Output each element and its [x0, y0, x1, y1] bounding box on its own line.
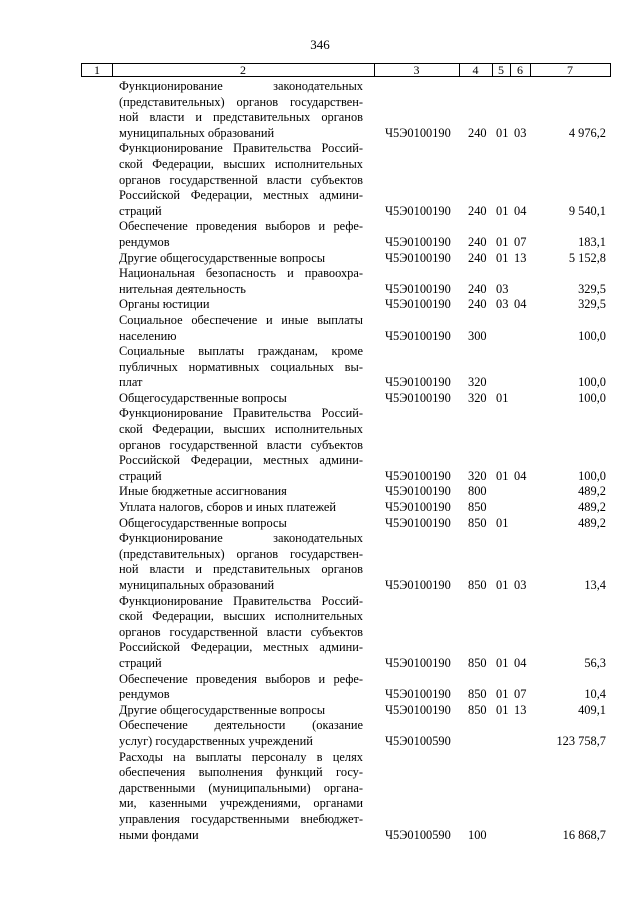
- header-col-4: 4: [472, 63, 479, 77]
- table-row: [0, 531, 640, 593]
- target-code: Ч5Э0100190: [385, 500, 451, 515]
- row-description: [119, 79, 363, 141]
- row-description: [119, 500, 363, 516]
- expense-type: 850: [468, 515, 487, 530]
- description-line: Российской Федерации, местных админи-: [119, 453, 363, 468]
- target-code: Ч5Э0100190: [385, 468, 451, 483]
- description-line: Обеспечение проведения выборов и рефе-: [119, 671, 363, 686]
- amount: 100,0: [578, 375, 606, 390]
- table-row: [0, 516, 640, 532]
- amount: 13,4: [584, 578, 606, 592]
- amount: 489,2: [578, 515, 606, 530]
- description-line: Общегосударственные вопросы: [119, 390, 287, 405]
- amount: 100,0: [578, 468, 606, 483]
- table-row: [0, 297, 640, 313]
- table-row: [0, 251, 640, 267]
- expense-type: 320: [468, 375, 487, 390]
- table-row: [0, 219, 640, 250]
- target-code: Ч5Э0100190: [385, 702, 451, 717]
- subsection-code: 13: [514, 250, 527, 265]
- amount: 329,5: [578, 297, 606, 312]
- description-line: органов государственной власти субъектов: [119, 624, 363, 639]
- description-line: публичных нормативных социальных вы-: [119, 359, 363, 374]
- expense-type: 240: [468, 250, 487, 265]
- description-line: муниципальных образований: [119, 125, 275, 140]
- section-code: 01: [496, 578, 509, 592]
- description-line: ной власти и представительных органов: [119, 110, 363, 125]
- subsection-code: 13: [514, 702, 527, 717]
- row-description: [119, 141, 363, 219]
- description-line: Другие общегосударственные вопросы: [119, 702, 326, 717]
- expense-type: 240: [468, 234, 487, 249]
- description-line: Обеспечение деятельности (оказание: [119, 718, 363, 733]
- section-code: 01: [496, 125, 509, 140]
- row-description: [119, 297, 363, 313]
- amount: 100,0: [578, 390, 606, 405]
- description-line: ной власти и представительных органов: [119, 562, 363, 577]
- page-number: 346: [310, 37, 330, 52]
- target-code: Ч5Э0100590: [385, 827, 451, 842]
- table-row: [0, 266, 640, 297]
- expense-type: 850: [468, 655, 487, 670]
- expense-type: 800: [468, 484, 487, 499]
- row-description: [119, 594, 363, 672]
- description-line: Функционирование законодательных: [119, 79, 363, 93]
- table-row: [0, 313, 640, 344]
- row-description: [119, 718, 363, 749]
- target-code: Ч5Э0100190: [385, 250, 451, 265]
- table-header: [81, 63, 611, 77]
- description-line: страций: [119, 655, 162, 670]
- description-line: Социальное обеспечение и иные выплаты: [119, 312, 363, 327]
- row-description: [119, 391, 363, 407]
- description-line: Уплата налогов, сборов и иных платежей: [119, 500, 337, 515]
- target-code: Ч5Э0100190: [385, 484, 451, 499]
- description-line: Функционирование Правительства Россий-: [119, 593, 363, 608]
- amount: 4 976,2: [568, 125, 606, 140]
- description-line: Иные бюджетные ассигнования: [119, 484, 287, 499]
- table-body: [0, 79, 640, 843]
- description-line: страций: [119, 203, 162, 218]
- subsection-code: 07: [514, 234, 527, 249]
- expense-type: 850: [468, 702, 487, 717]
- section-code: 03: [496, 281, 509, 296]
- section-code: 01: [496, 203, 509, 218]
- header-col-5: 5: [498, 63, 504, 77]
- amount: 329,5: [578, 281, 606, 296]
- table-row: [0, 718, 640, 749]
- table-row: [0, 391, 640, 407]
- description-line: Органы юстиции: [119, 297, 210, 312]
- amount: 409,1: [578, 702, 606, 717]
- expense-type: 240: [468, 203, 487, 218]
- expense-type: 240: [468, 281, 487, 296]
- target-code: Ч5Э0100190: [385, 297, 451, 312]
- description-line: органов государственной власти субъектов: [119, 437, 363, 452]
- description-line: муниципальных образований: [119, 578, 275, 592]
- header-col-3: 3: [413, 63, 420, 77]
- table-row: [0, 672, 640, 703]
- subsection-code: 04: [514, 297, 527, 312]
- row-description: [119, 672, 363, 703]
- description-line: обеспечения выполнения функций госу-: [119, 765, 363, 780]
- amount: 123 758,7: [556, 733, 606, 748]
- row-description: [119, 219, 363, 250]
- table-row: [0, 594, 640, 672]
- subsection-code: 04: [514, 203, 527, 218]
- expense-type: 320: [468, 390, 487, 405]
- row-description: [119, 251, 363, 267]
- description-line: ской Федерации, высших исполнительных: [119, 422, 363, 437]
- table-row: [0, 703, 640, 719]
- description-line: Функционирование Правительства Россий-: [119, 141, 363, 156]
- amount: 183,1: [578, 234, 606, 249]
- description-line: Российской Федерации, местных админи-: [119, 188, 363, 203]
- description-line: Российской Федерации, местных админи-: [119, 640, 363, 655]
- expense-type: 850: [468, 687, 487, 702]
- section-code: 01: [496, 702, 509, 717]
- description-line: плат: [119, 375, 143, 390]
- description-line: Функционирование законодательных: [119, 531, 363, 546]
- table-row: [0, 484, 640, 500]
- subsection-code: 03: [514, 578, 527, 592]
- section-code: 01: [496, 655, 509, 670]
- description-line: (представительных) органов государствен-: [119, 546, 363, 561]
- expense-type: 320: [468, 468, 487, 483]
- description-line: дарственными (муниципальными) органа-: [119, 780, 363, 795]
- target-code: Ч5Э0100190: [385, 390, 451, 405]
- table-row: [0, 79, 640, 141]
- amount: 100,0: [578, 328, 606, 343]
- description-line: ными фондами: [119, 827, 199, 842]
- target-code: Ч5Э0100590: [385, 733, 451, 748]
- expense-type: 100: [468, 827, 487, 842]
- section-code: 01: [496, 250, 509, 265]
- section-code: 01: [496, 234, 509, 249]
- amount: 489,2: [578, 484, 606, 499]
- description-line: управления государственными внебюджет-: [119, 811, 363, 826]
- description-line: Другие общегосударственные вопросы: [119, 250, 326, 265]
- expense-type: 240: [468, 125, 487, 140]
- target-code: Ч5Э0100190: [385, 281, 451, 296]
- section-code: 03: [496, 297, 509, 312]
- amount: 16 868,7: [562, 827, 606, 842]
- header-col-2: 2: [240, 63, 246, 77]
- target-code: Ч5Э0100190: [385, 515, 451, 530]
- row-description: [119, 484, 363, 500]
- subsection-code: 07: [514, 687, 527, 702]
- target-code: Ч5Э0100190: [385, 578, 451, 592]
- section-code: 01: [496, 468, 509, 483]
- header-col-7: 7: [567, 63, 573, 77]
- amount: 489,2: [578, 500, 606, 515]
- description-line: населению: [119, 328, 177, 343]
- expense-type: 850: [468, 500, 487, 515]
- subsection-code: 03: [514, 125, 527, 140]
- description-line: рендумов: [119, 687, 170, 702]
- row-description: [119, 750, 363, 844]
- description-line: нительная деятельность: [119, 281, 246, 296]
- amount: 9 540,1: [568, 203, 606, 218]
- target-code: Ч5Э0100190: [385, 234, 451, 249]
- target-code: Ч5Э0100190: [385, 655, 451, 670]
- table-row: [0, 406, 640, 484]
- target-code: Ч5Э0100190: [385, 203, 451, 218]
- row-description: [119, 516, 363, 532]
- description-line: рендумов: [119, 234, 170, 249]
- description-line: ской Федерации, высших исполнительных: [119, 156, 363, 171]
- subsection-code: 04: [514, 655, 527, 670]
- expense-type: 300: [468, 328, 487, 343]
- section-code: 01: [496, 515, 509, 530]
- row-description: [119, 313, 363, 344]
- section-code: 01: [496, 390, 509, 405]
- expense-type: 240: [468, 297, 487, 312]
- description-line: Расходы на выплаты персоналу в целях: [119, 749, 363, 764]
- description-line: Социальные выплаты гражданам, кроме: [119, 344, 363, 359]
- row-description: [119, 344, 363, 391]
- target-code: Ч5Э0100190: [385, 125, 451, 140]
- header-col-1: 1: [94, 63, 100, 77]
- description-line: страций: [119, 468, 162, 483]
- table-row: [0, 500, 640, 516]
- description-line: ми, казенными учреждениями, органами: [119, 796, 363, 811]
- target-code: Ч5Э0100190: [385, 375, 451, 390]
- expense-type: 850: [468, 578, 487, 592]
- description-line: Общегосударственные вопросы: [119, 515, 287, 530]
- amount: 5 152,8: [568, 250, 606, 265]
- target-code: Ч5Э0100190: [385, 328, 451, 343]
- row-description: [119, 531, 363, 593]
- amount: 10,4: [584, 687, 606, 702]
- table-row: [0, 750, 640, 844]
- row-description: [119, 266, 363, 297]
- description-line: (представительных) органов государствен-: [119, 94, 363, 109]
- table-row: [0, 344, 640, 391]
- description-line: Функционирование Правительства Россий-: [119, 406, 363, 421]
- amount: 56,3: [584, 655, 606, 670]
- description-line: Обеспечение проведения выборов и рефе-: [119, 219, 363, 234]
- header-col-6: 6: [517, 63, 523, 77]
- table-row: [0, 141, 640, 219]
- row-description: [119, 406, 363, 484]
- description-line: ской Федерации, высших исполнительных: [119, 609, 363, 624]
- description-line: органов государственной власти субъектов: [119, 172, 363, 187]
- target-code: Ч5Э0100190: [385, 687, 451, 702]
- description-line: услуг) государственных учреждений: [119, 733, 313, 748]
- row-description: [119, 703, 363, 719]
- subsection-code: 04: [514, 468, 527, 483]
- section-code: 01: [496, 687, 509, 702]
- description-line: Национальная безопасность и правоохра-: [119, 266, 363, 281]
